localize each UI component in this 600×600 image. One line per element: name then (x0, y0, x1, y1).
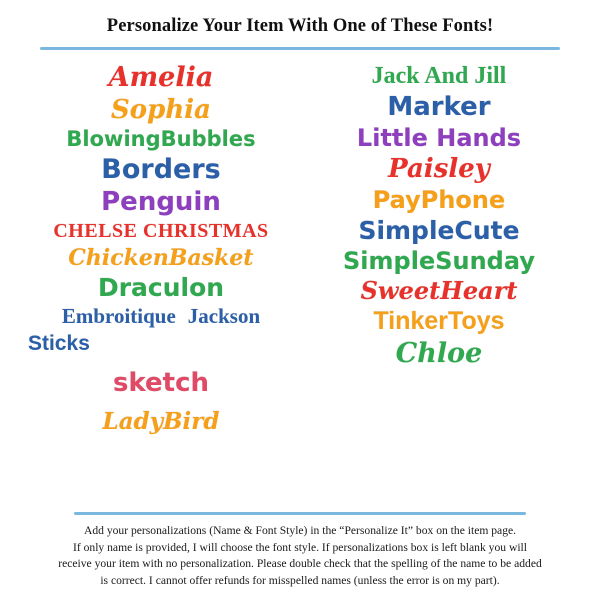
font-sample-pair-embroitique-jackson (62, 306, 260, 327)
footer-line-2: If only name is provided, I will choose the font style. If personalizations box is left blank you will (73, 540, 527, 554)
footer-note (0, 512, 600, 590)
font-sample-tinkertoys[interactable]: TinkerToys (373, 307, 505, 335)
font-sample-chickenbasket[interactable]: ChickenBasket (68, 245, 254, 271)
font-sample-jackson[interactable]: Jackson (187, 304, 261, 328)
font-sample-sticks[interactable]: Sticks (28, 332, 90, 355)
right-font-column (300, 64, 578, 439)
font-sample-payphone[interactable]: PayPhone (372, 186, 506, 214)
font-sample-penguin[interactable]: Penguin (101, 187, 221, 217)
font-sample-blowingbubbles[interactable]: BlowingBubbles (66, 127, 256, 151)
left-font-column (22, 64, 300, 439)
footer-line-1: Add your personalizations (Name & Font Style) in the “Personalize It” box on the item page. (83, 523, 517, 537)
font-sample-little-hands[interactable]: Little Hands (356, 124, 522, 152)
page-title: Personalize Your Item With One of These Fonts! (106, 16, 494, 36)
footer-line-3: receive your item with no personalization. Please double check that the spelling of the name to be added (58, 557, 542, 571)
font-sample-jack-and-jill[interactable]: Jack And Jill (371, 63, 507, 89)
font-sample-paisley[interactable]: Paisley (388, 154, 490, 184)
footer-divider (74, 512, 526, 515)
font-sample-embroitique[interactable]: Embroitique (61, 304, 176, 328)
font-sample-amelia[interactable]: Amelia (108, 62, 214, 93)
font-sample-borders[interactable]: Borders (101, 154, 221, 185)
font-sample-draculon[interactable]: Draculon (97, 273, 225, 302)
font-sample-ladybird[interactable]: LadyBird (102, 408, 220, 435)
font-sample-chloe[interactable]: Chloe (395, 338, 483, 369)
footer-line-4: is correct. I cannot offer refunds for misspelled names (unless the error is on my part). (100, 574, 500, 588)
font-sample-sketch[interactable]: sketch (112, 368, 210, 398)
font-sample-simplecute[interactable]: SimpleCute (358, 216, 520, 245)
font-sample-columns (0, 50, 600, 439)
font-sample-simplesunday[interactable]: SimpleSunday (343, 247, 535, 275)
font-sample-sophia[interactable]: Sophia (111, 95, 211, 125)
font-sample-chelse-christmas[interactable]: CHELSE CHRISTMAS (53, 220, 269, 242)
font-sample-marker[interactable]: Marker (387, 92, 491, 122)
font-sample-sweetheart[interactable]: SweetHeart (360, 276, 518, 305)
